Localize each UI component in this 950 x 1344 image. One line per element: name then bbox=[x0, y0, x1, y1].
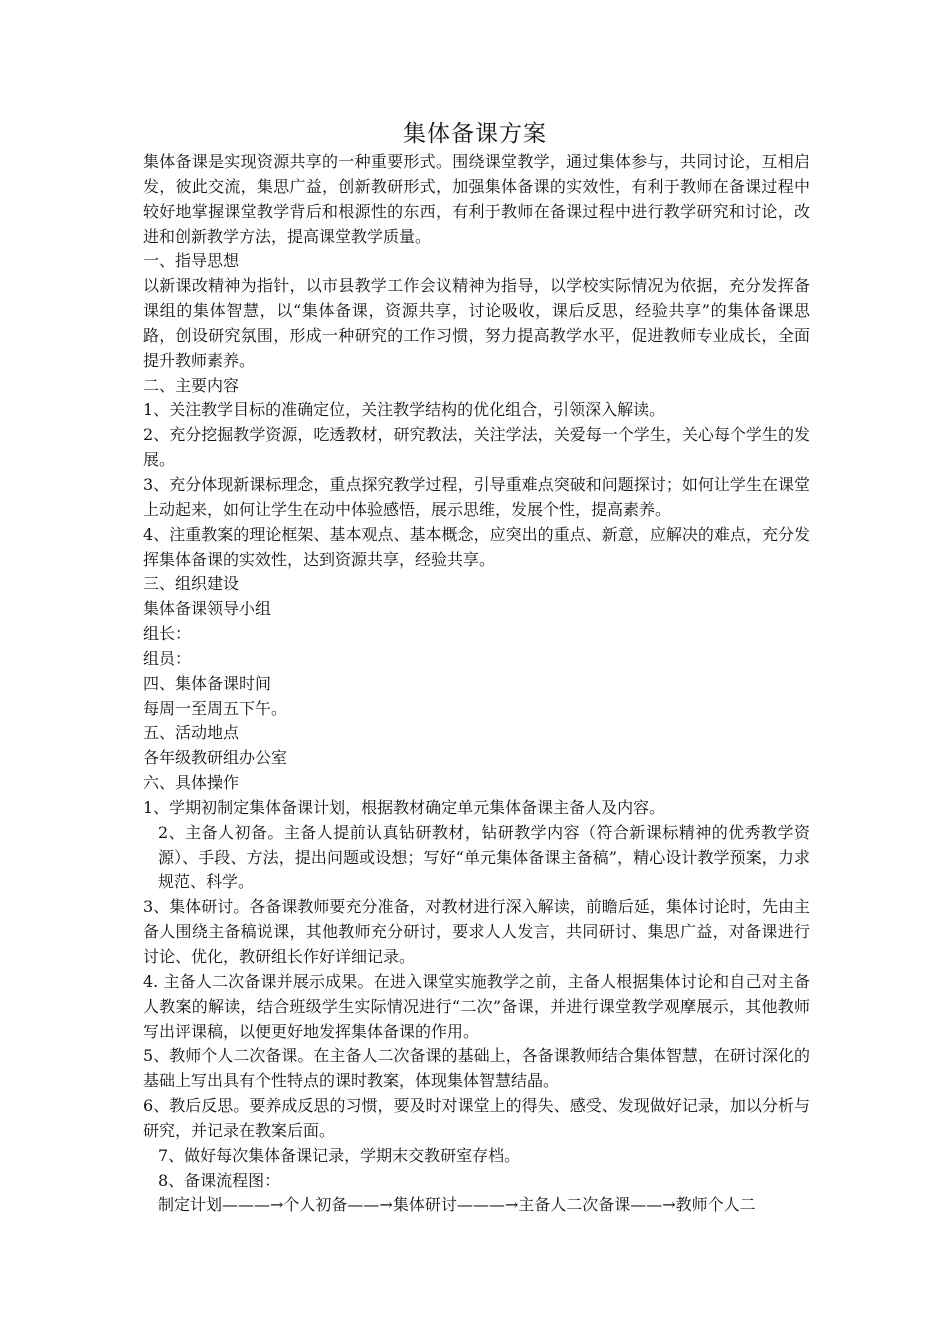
main-content-item: 1、关注教学目标的准确定位，关注教学结构的优化组合，引领深入解读。 bbox=[143, 400, 666, 420]
organization-line: 组员： bbox=[143, 648, 192, 668]
operation-item: 6、教后反思。要养成反思的习惯，要及时对课堂上的得失、感受、发现做好记录，加以分析与研究，并记录在教案后面。 bbox=[143, 1096, 810, 1140]
location-text: 各年级教研组办公室 bbox=[143, 748, 288, 768]
operation-item: 3、集体研讨。各备课教师要充分准备，对教材进行深入解读，前瞻后延，集体讨论时，先由主备人围绕主备稿说课，其他教师充分研讨，要求人人发言，共同研讨、集思广益，对备课进行讨论、优化，教研组长作好详细记录。 bbox=[143, 897, 810, 966]
organization-line: 组长： bbox=[143, 624, 192, 644]
section-heading-organization: 三、组织建设 bbox=[143, 574, 240, 594]
main-content-item: 4、注重教案的理论框架、基本观点、基本概念，应突出的重点、新意，应解决的难点，充分发挥集体备课的实效性，达到资源共享，经验共享。 bbox=[143, 524, 810, 569]
time-text: 每周一至周五下午。 bbox=[143, 698, 288, 718]
section-heading-operations: 六、具体操作 bbox=[143, 773, 240, 793]
section-heading-guiding-idea: 一、指导思想 bbox=[143, 251, 240, 271]
intro-paragraph: 集体备课是实现资源共享的一种重要形式。围绕课堂教学，通过集体参与，共同讨论，互相启发，彼此交流，集思广益，创新教研形式，加强集体备课的实效性，有利于教师在备课过程中较好地掌握课堂教学背后和根源性的东西，有利于教师在备课过程中进行教学研究和讨论，改进和创新教学方法，提高课堂教学质量。 bbox=[143, 152, 810, 246]
main-content-item: 3、充分体现新课标理念，重点探究教学过程，引导重难点突破和问题探讨；如何让学生在课堂上动起来，如何让学生在动中体验感悟，展示思维，发展个性，提高素养。 bbox=[143, 474, 810, 519]
operation-item: 8、备课流程图： bbox=[158, 1170, 281, 1190]
section-heading-main-content: 二、主要内容 bbox=[143, 375, 240, 395]
operation-item: 1、学期初制定集体备课计划，根据教材确定单元集体备课主备人及内容。 bbox=[143, 797, 666, 817]
document-title: 集体备课方案 bbox=[403, 121, 547, 147]
guiding-idea-paragraph: 以新课改精神为指针，以市县教学工作会议精神为指导，以学校实际情况为依据，充分发挥备课组的集体智慧，以“集体备课，资源共享，讨论吸收，课后反思，经验共享”的集体备课思路，创设研究氛围，形成一种研究的工作习惯，努力提高教学水平，促进教师专业成长，全面提升教师素养。 bbox=[143, 276, 810, 370]
document-body bbox=[143, 150, 810, 1218]
operation-item: 4. 主备人二次备课并展示成果。在进入课堂实施教学之前，主备人根据集体讨论和自己对主备人教案的解读，结合班级学生实际情况进行“二次”备课，并进行课堂教学观摩展示，其他教师写出评课稿，以便更好地发挥集体备课的作用。 bbox=[143, 971, 810, 1041]
main-content-item: 2、充分挖掘教学资源，吃透教材，研究教法，关注学法，关爱每一个学生，关心每个学生的发展。 bbox=[143, 425, 810, 470]
section-heading-time: 四、集体备课时间 bbox=[143, 673, 272, 693]
operation-item: 5、教师个人二次备课。在主备人二次备课的基础上，各备课教师结合集体智慧，在研讨深化的基础上写出具有个性特点的课时教案，体现集体智慧结晶。 bbox=[143, 1046, 810, 1091]
section-heading-location: 五、活动地点 bbox=[143, 723, 240, 743]
organization-line: 集体备课领导小组 bbox=[143, 599, 272, 619]
operation-item: 2、主备人初备。主备人提前认真钻研教材，钻研教学内容（符合新课标精神的优秀教学资源）、手段、方法，提出问题或设想；写好“单元集体备课主备稿”，精心设计教学预案，力求规范、科学。 bbox=[158, 822, 810, 892]
operation-item: 7、做好每次集体备课记录，学期末交教研室存档。 bbox=[158, 1145, 521, 1165]
flow-chart-line: 制定计划———→个人初备——→集体研讨———→主备人二次备课——→教师个人二 bbox=[158, 1195, 756, 1215]
